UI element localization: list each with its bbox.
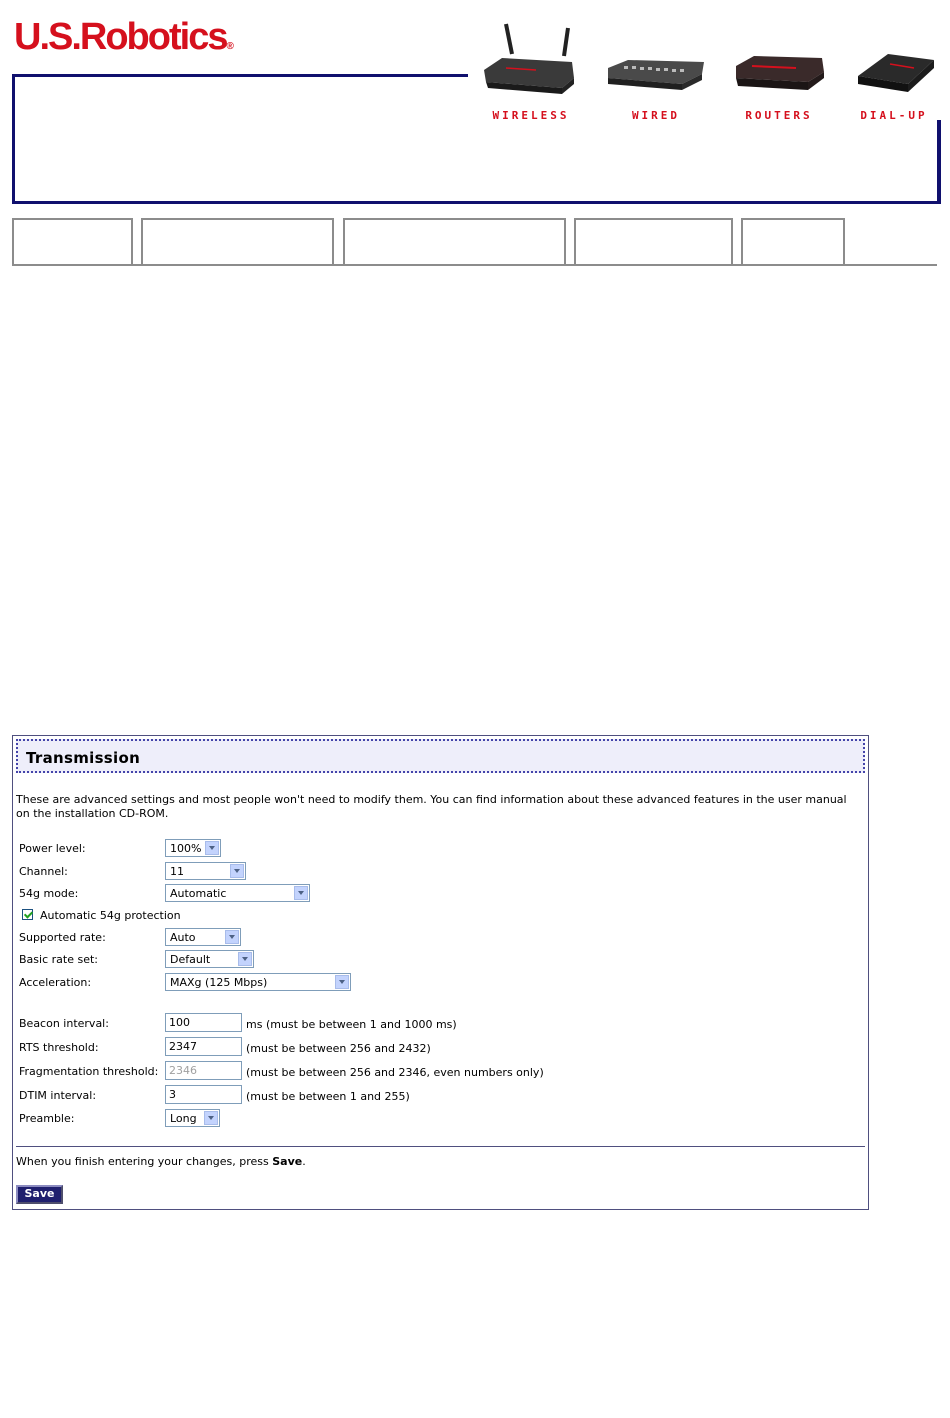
finish-text-bold: Save xyxy=(272,1155,303,1168)
preamble-label: Preamble: xyxy=(19,1112,75,1125)
product-link-wired[interactable] xyxy=(602,22,710,120)
product-label-routers: ROUTERS xyxy=(745,109,813,122)
supported-rate-value: Auto xyxy=(170,931,196,944)
finish-text: When you finish entering your changes, press xyxy=(16,1155,273,1168)
supported-rate-label: Supported rate: xyxy=(19,931,106,944)
beacon-interval-label: Beacon interval: xyxy=(19,1017,109,1030)
protection-checkbox[interactable] xyxy=(22,909,33,920)
channel-value: 11 xyxy=(170,865,184,878)
network-switch-icon xyxy=(602,22,710,104)
logo-text: U.S.Robotics xyxy=(14,16,227,58)
product-label-wireless: WIRELESS xyxy=(492,109,570,122)
product-link-wireless[interactable] xyxy=(476,22,586,120)
chevron-down-icon xyxy=(335,975,349,989)
acceleration-select[interactable] xyxy=(165,973,351,991)
nav-tab[interactable] xyxy=(741,218,845,264)
basic-rate-set-value: Default xyxy=(170,953,211,966)
fragmentation-threshold-label: Fragmentation threshold: xyxy=(19,1065,159,1078)
power-level-label: Power level: xyxy=(19,842,86,855)
dtim-interval-value: 3 xyxy=(169,1088,176,1101)
beacon-interval-input[interactable] xyxy=(165,1013,242,1032)
channel-select[interactable] xyxy=(165,862,246,880)
fragmentation-threshold-hint: (must be between 256 and 2346, even numbers only) xyxy=(246,1066,544,1079)
nav-tab[interactable] xyxy=(574,218,733,264)
chevron-down-icon xyxy=(238,952,252,966)
nav-tab[interactable] xyxy=(343,218,566,264)
preamble-select[interactable] xyxy=(165,1109,220,1127)
nav-divider xyxy=(12,264,937,266)
registered-mark: ® xyxy=(226,41,234,52)
chevron-down-icon xyxy=(294,886,308,900)
nav-tab[interactable] xyxy=(141,218,334,264)
power-level-value: 100% xyxy=(170,842,202,855)
basic-rate-set-label: Basic rate set: xyxy=(19,953,98,966)
product-link-routers[interactable] xyxy=(726,22,832,120)
chevron-down-icon xyxy=(204,1111,218,1125)
basic-rate-set-select[interactable] xyxy=(165,950,254,968)
router-icon xyxy=(726,22,832,104)
preamble-value: Long xyxy=(170,1112,197,1125)
product-label-wired: WIRED xyxy=(631,109,681,122)
fragmentation-threshold-input xyxy=(165,1061,242,1080)
usrobotics-logo[interactable] xyxy=(14,14,234,60)
rts-threshold-input[interactable] xyxy=(165,1037,242,1056)
beacon-interval-value: 100 xyxy=(169,1016,190,1029)
product-link-dialup[interactable] xyxy=(844,22,944,120)
finish-instructions xyxy=(16,1155,306,1168)
intro-text: These are advanced settings and most people won't need to modify them. You can find information about these advanced features in the user manual on the installation CD-ROM. xyxy=(16,793,847,820)
save-button[interactable]: Save xyxy=(16,1185,63,1204)
protection-label: Automatic 54g protection xyxy=(40,909,181,922)
panel-separator xyxy=(16,1146,865,1147)
acceleration-label: Acceleration: xyxy=(19,976,92,989)
fragmentation-threshold-value: 2346 xyxy=(169,1064,197,1077)
rts-threshold-label: RTS threshold: xyxy=(19,1041,99,1054)
wireless-router-icon xyxy=(476,22,586,104)
rts-threshold-hint: (must be between 256 and 2432) xyxy=(246,1042,431,1055)
mode-54g-select[interactable] xyxy=(165,884,310,902)
modem-icon xyxy=(844,22,944,104)
rts-threshold-value: 2347 xyxy=(169,1040,197,1053)
transmission-panel xyxy=(12,735,869,1210)
dtim-interval-label: DTIM interval: xyxy=(19,1089,97,1102)
finish-text-end: . xyxy=(302,1155,306,1168)
chevron-down-icon xyxy=(225,930,239,944)
mode-54g-label: 54g mode: xyxy=(19,887,79,900)
acceleration-value: MAXg (125 Mbps) xyxy=(170,976,268,989)
channel-label: Channel: xyxy=(19,865,68,878)
nav-tab[interactable] xyxy=(12,218,133,264)
panel-header xyxy=(16,739,865,773)
product-label-dialup: DIAL-UP xyxy=(860,109,928,122)
panel-title: Transmission xyxy=(26,749,141,767)
beacon-interval-hint: ms (must be between 1 and 1000 ms) xyxy=(246,1018,457,1031)
chevron-down-icon xyxy=(230,864,244,878)
dtim-interval-hint: (must be between 1 and 255) xyxy=(246,1090,410,1103)
mode-54g-value: Automatic xyxy=(170,887,227,900)
dtim-interval-input[interactable] xyxy=(165,1085,242,1104)
supported-rate-select[interactable] xyxy=(165,928,241,946)
chevron-down-icon xyxy=(205,841,219,855)
power-level-select[interactable] xyxy=(165,839,221,857)
